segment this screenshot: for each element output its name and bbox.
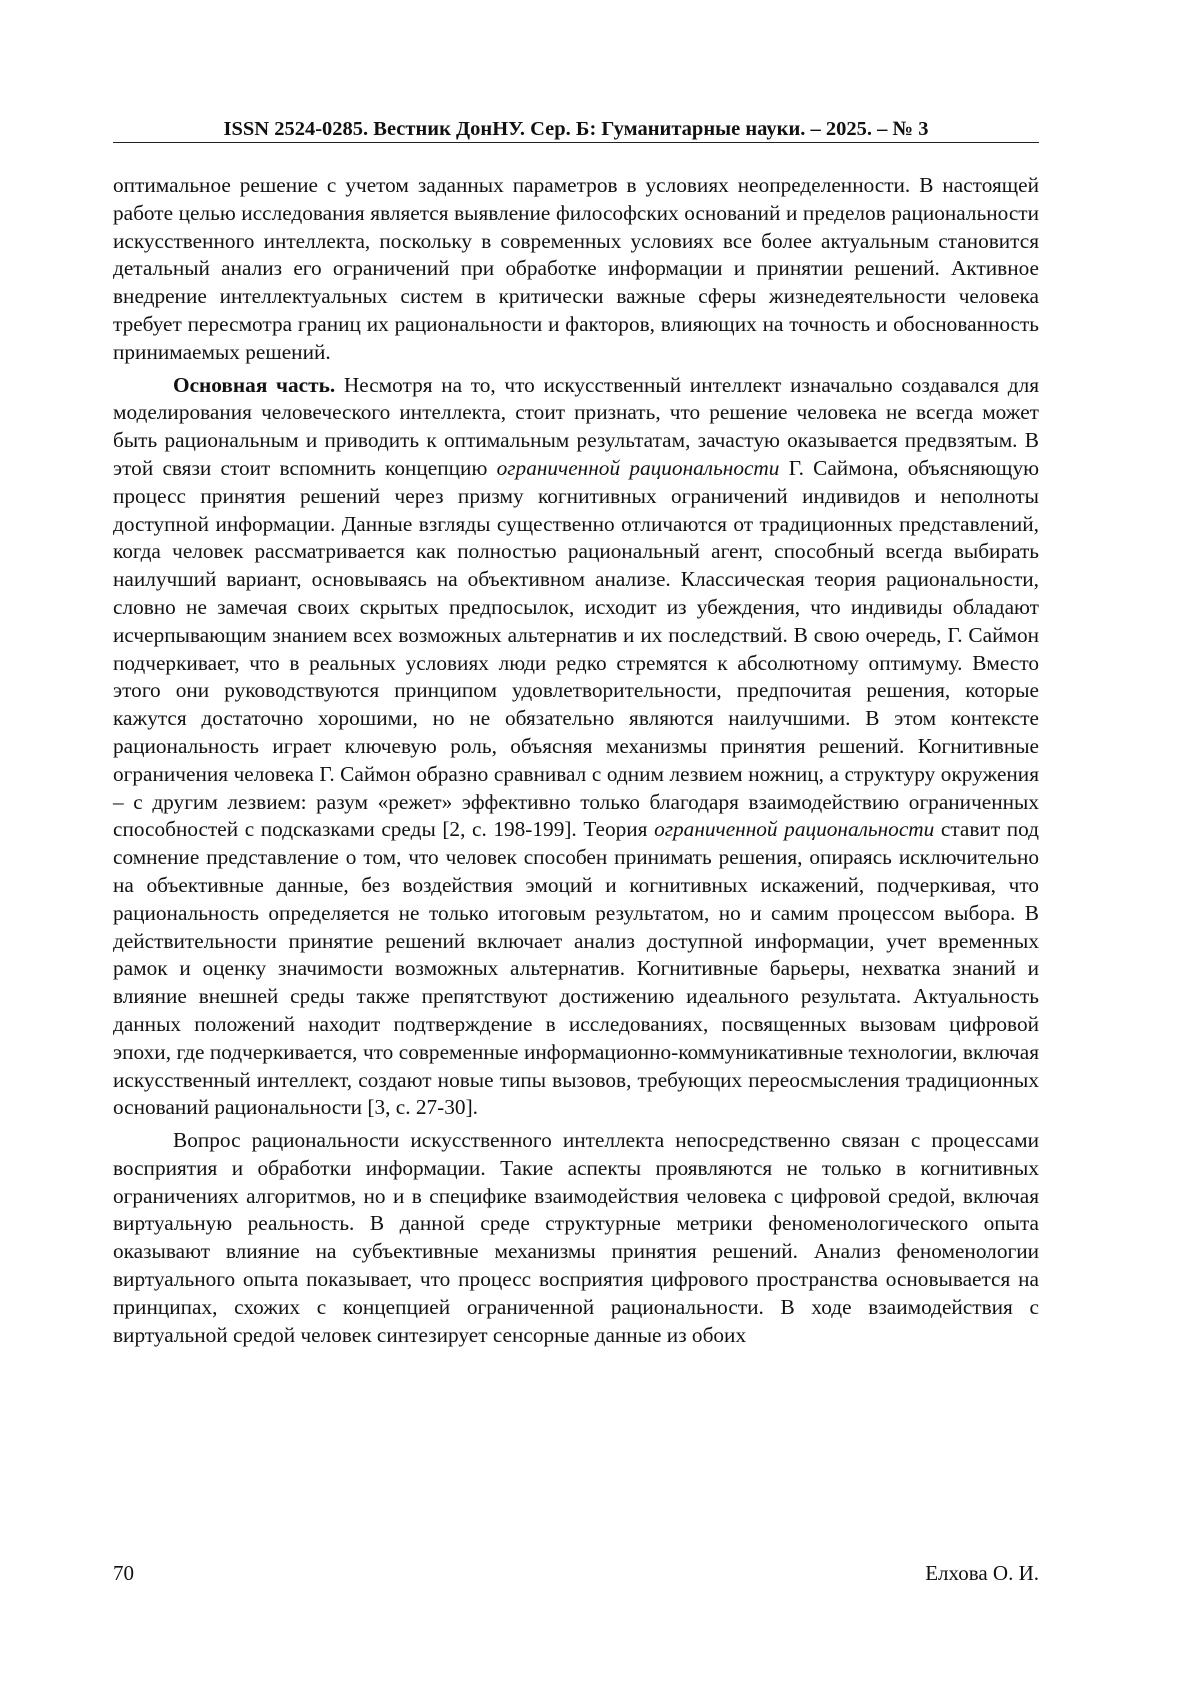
running-header: ISSN 2524-0285. Вестник ДонНУ. Сер. Б: Гуманитарные науки. – 2025. – № 3 <box>223 118 929 140</box>
footer-author: Елхова О. И. <box>925 1561 1039 1585</box>
section-heading: Основная часть. <box>173 372 336 397</box>
emphasis-term-1: ограниченной рациональности <box>496 455 780 480</box>
paragraph-2-part-2: Г. Саймона, объясняющую процесс принятия решений через призму когнитивных ограничений индивидов и неполноты доступной информации. Данные взгляды существенно отличаются от традиционных представлений, когда человек рассматривается как полностью рациональный агент, способный всегда выбирать наилучший вариант, основываясь на объективном анализе. Классическая теория рациональности, словно не замечая своих скрытых предпосылок, исходит из убеждения, что индивиды обладают исчерпывающим знанием всех возможных альтернатив и их последствий. В свою очередь, Г. Саймон подчеркивает, что в реальных условиях люди редко стремятся к абсолютному оптимуму. Вместо этого они руководствуются принципом удовлетворительности, предпочитая решения, которые кажутся достаточно хорошими, но не обязательно являются наилучшими. В этом контексте рациональность играет ключевую роль, объясняя механизмы принятия решений. Когнитивные ограничения человека Г. Саймон образно сравнивал с одним лезвием ножниц, а структуру окружения – с другим лезвием: разум «режет» эффективно только благодаря взаимодействию ограниченных способностей с подсказками среды [2, с. 198-199]. Теория <box>113 455 1040 842</box>
page-number: 70 <box>113 1561 134 1585</box>
paragraph-2-part-1: Несмотря на то, что искусственный интеллект изначально создавался для моделирования человеческого интеллекта, стоит признать, что решение человека не всегда может быть рациональным и приводить к оптимальным результатам, зачастую оказывается предвзятым. В этой связи стоит вспомнить концепцию <box>113 372 1039 480</box>
paragraph-2-part-3: ставит под сомнение представление о том, что человек способен принимать решения, опираясь исключительно на объективные данные, без воздействия эмоций и когнитивных искажений, подчеркивая, что рациональность определяется не только итоговым результатом, но и самим процессом выбора. В действительности принятие решений включает анализ доступной информации, учет временных рамок и оценку значимости возможных альтернатив. Когнитивные барьеры, нехватка знаний и влияние внешней среды также препятствуют достижению идеального результата. Актуальность данных положений находит подтверждение в исследованиях, посвященных вызовам цифровой эпохи, где подчеркивается, что современные информационно-коммуникативные технологии, включая искусственный интеллект, создают новые типы вызовов, требующих переосмысления традиционных оснований рациональности [3, с. 27-30]. <box>113 817 1039 1120</box>
paragraph-2 <box>113 372 1039 1123</box>
paragraph-3: Вопрос рациональности искусственного интеллекта непосредственно связан с процессами восприятия и обработки информации. Такие аспекты проявляются не только в когнитивных ограничениях алгоритмов, но и в специфике взаимодействия человека с цифровой средой, включая виртуальную реальность. В данной среде структурные метрики феноменологического опыта оказывают влияние на субъективные механизмы принятия решений. Анализ феноменологии виртуального опыта показывает, что процесс восприятия цифрового пространства основывается на принципах, схожих с концепцией ограниченной рациональности. В ходе взаимодействия с виртуальной средой человек синтезирует сенсорные данные из обоих <box>113 1128 1039 1347</box>
header-rule <box>113 142 1039 143</box>
body-text <box>113 172 1039 1349</box>
emphasis-term-2: ограниченной рациональности <box>654 817 935 842</box>
paragraph-1: оптимальное решение с учетом заданных параметров в условиях неопределенности. В настоящей работе целью исследования является выявление философских оснований и пределов рациональности искусственного интеллекта, поскольку в современных условиях все более актуальным становится детальный анализ его ограничений при обработке информации и принятии решений. Активное внедрение интеллектуальных систем в критически важные сферы жизнедеятельности человека требует пересмотра границ их рациональности и факторов, влияющих на точность и обоснованность принимаемых решений. <box>113 173 1039 364</box>
